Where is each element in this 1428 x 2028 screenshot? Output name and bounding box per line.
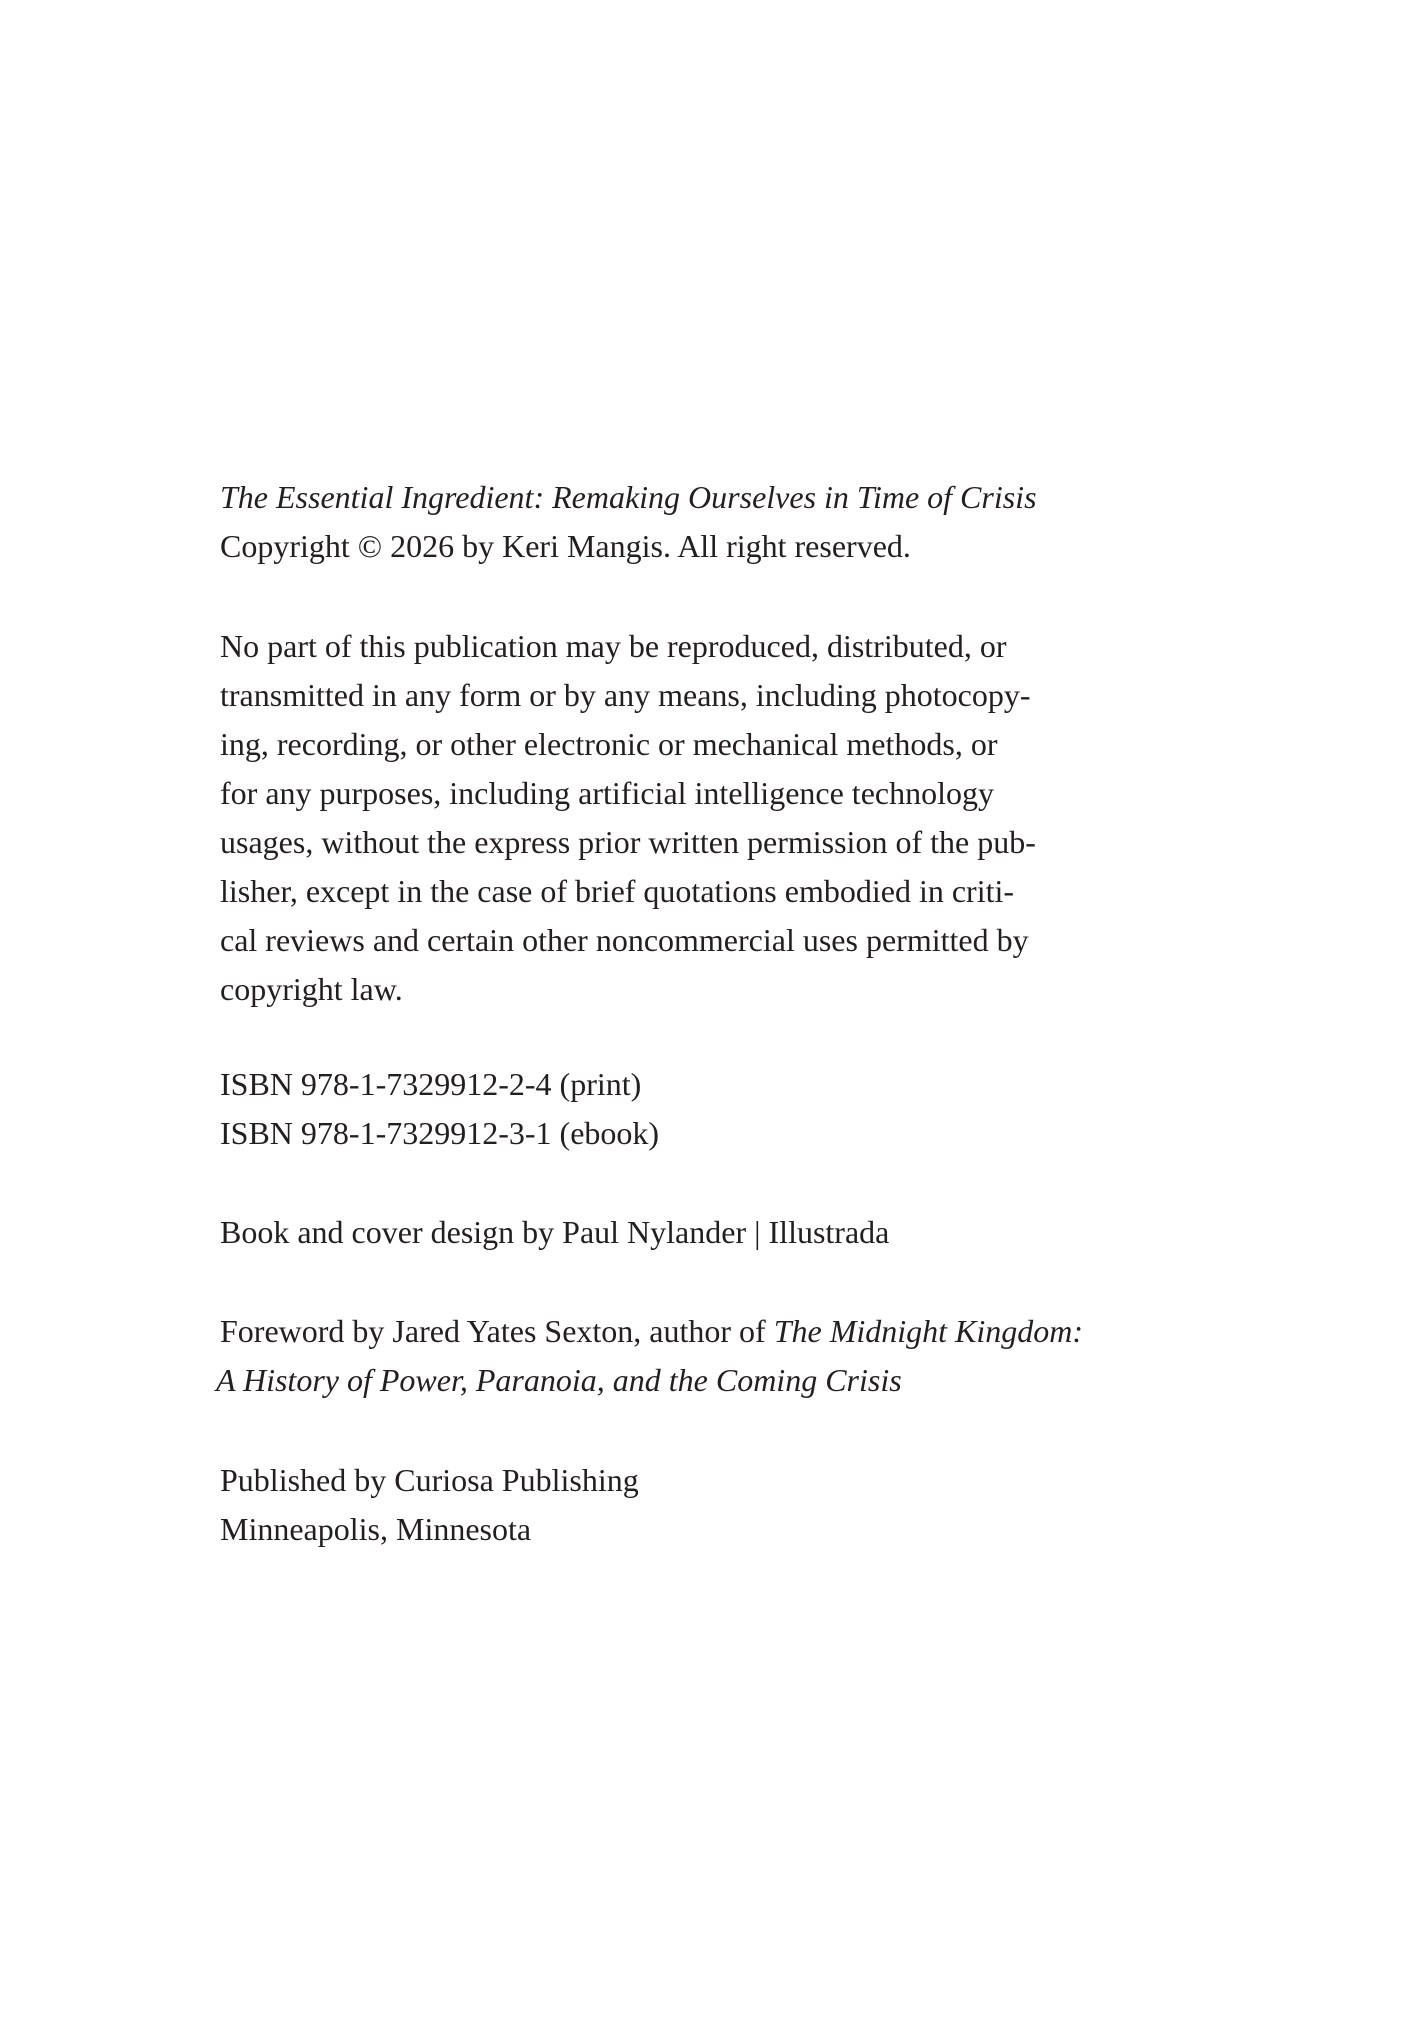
- foreword-book-title: The Midnight Kingdom:: [773, 1313, 1084, 1349]
- foreword-prefix: Foreword by Jared Yates Sexton, author of: [220, 1313, 774, 1349]
- foreword-credit-block: [216, 1307, 1220, 1405]
- rights-line: cal reviews and certain other noncommercial uses permitted by: [220, 922, 1029, 958]
- foreword-line: [220, 1307, 1220, 1356]
- publisher-block: [220, 1456, 1220, 1554]
- rights-statement: [220, 622, 1220, 1014]
- isbn-ebook: ISBN 978-1-7329912-3-1 (ebook): [220, 1115, 660, 1151]
- rights-line: transmitted in any form or by any means, including photocopy-: [220, 677, 1031, 713]
- publisher-name: Published by Curiosa Publishing: [220, 1462, 639, 1498]
- isbn-block: [220, 1060, 1220, 1158]
- design-credit-block: [220, 1208, 1220, 1257]
- rights-line: lisher, except in the case of brief quotations embodied in criti-: [220, 873, 1015, 909]
- publisher-location: Minneapolis, Minnesota: [220, 1511, 532, 1547]
- rights-line: for any purposes, including artificial intelligence technology: [220, 775, 994, 811]
- isbn-print: ISBN 978-1-7329912-2-4 (print): [220, 1066, 642, 1102]
- design-credit: Book and cover design by Paul Nylander | Illustrada: [220, 1214, 890, 1250]
- rights-line: copyright law.: [220, 971, 403, 1007]
- copyright-notice: Copyright © 2026 by Keri Mangis. All right reserved.: [220, 528, 911, 564]
- title-copyright-block: [220, 473, 1220, 571]
- rights-line: usages, without the express prior written permission of the pub-: [220, 824, 1036, 860]
- rights-line: No part of this publication may be reproduced, distributed, or: [220, 628, 1007, 664]
- foreword-book-subtitle: A History of Power, Paranoia, and the Coming Crisis: [216, 1362, 902, 1398]
- rights-line: ing, recording, or other electronic or mechanical methods, or: [220, 726, 998, 762]
- book-title: The Essential Ingredient: Remaking Ourselves in Time of Crisis: [220, 479, 1037, 515]
